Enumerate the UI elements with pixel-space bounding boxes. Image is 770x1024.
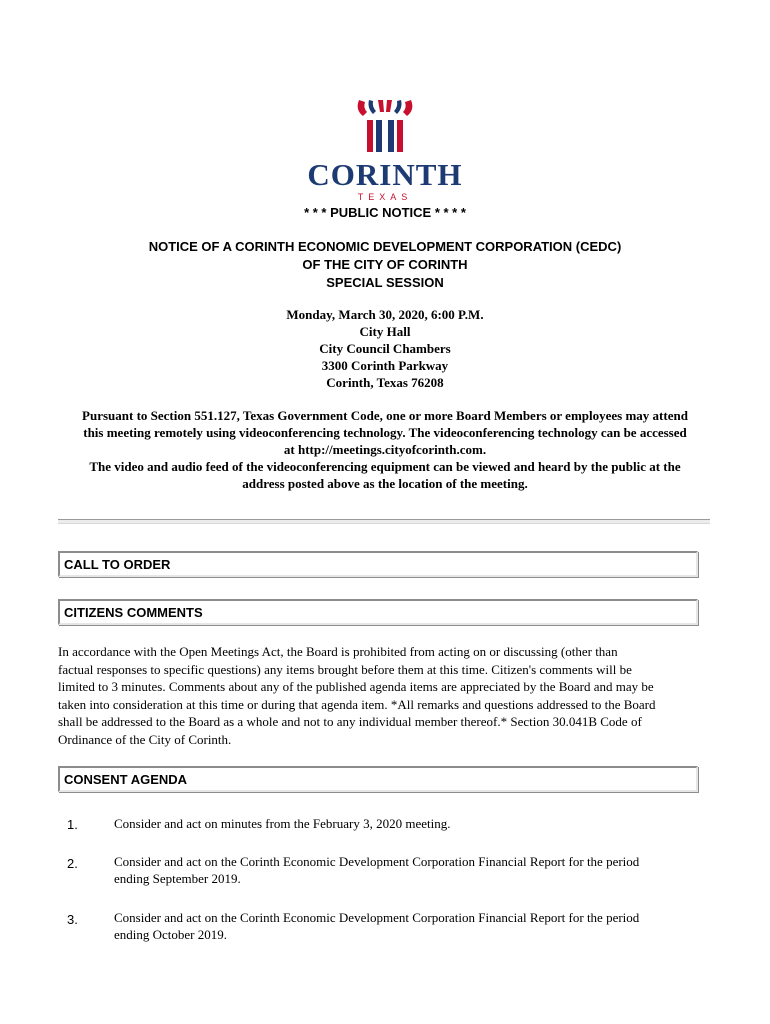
logo-wordmark: CORINTH [307,157,463,192]
paragraph-line: taken into consideration at this time or during that agenda item. *All remarks and questions addressed to the Board [58,696,656,712]
remote-attendance-notice [50,407,720,492]
paragraph-line: Ordinance of the City of Corinth. [58,731,232,747]
agenda-item-number: 2. [67,856,78,871]
section-consent-agenda [58,766,698,792]
meeting-street: 3300 Corinth Parkway [321,358,449,373]
paragraph-line: In accordance with the Open Meetings Act, the Board is prohibited from acting on or discussing (other than [58,644,618,659]
corinth-logo [0,96,770,203]
column-emblem-icon [353,96,417,156]
section-heading: CONSENT AGENDA [64,772,188,787]
horizontal-divider [58,519,710,524]
agenda-item-line: ending September 2019. [114,871,241,886]
notice-line: Pursuant to Section 551.127, Texas Government Code, one or more Board Members or employees may attend [82,408,688,423]
section-citizens-comments [58,599,698,625]
agenda-item-text [114,815,704,832]
public-notice-heading: * * * PUBLIC NOTICE * * * * [304,205,466,220]
paragraph-line: limited to 3 minutes. Comments about any of the published agenda items are appreciated by the Board and may be [58,679,654,694]
notice-line: The video and audio feed of the videoconferencing equipment can be viewed and heard by the public at the [89,459,681,474]
agenda-item-text [114,909,704,943]
section-heading: CALL TO ORDER [64,557,171,572]
agenda-item-number: 3. [67,912,78,927]
notice-line: at http://meetings.cityofcorinth.com. [283,442,487,457]
logo-subtitle: TEXAS [357,192,413,202]
agenda-item-line: Consider and act on minutes from the February 3, 2020 meeting. [114,816,451,831]
meeting-info [0,306,770,391]
meeting-city: Corinth, Texas 76208 [326,375,444,390]
notice-title [0,238,770,292]
meeting-date: Monday, March 30, 2020, 6:00 P.M. [286,307,484,322]
section-heading: CITIZENS COMMENTS [64,605,203,620]
agenda-item-line: Consider and act on the Corinth Economic Development Corporation Financial Report for the period [114,910,640,925]
notice-line: address posted above as the location of the meeting. [242,476,528,491]
agenda-item-number: 1. [67,817,78,832]
notice-title-line: OF THE CITY OF CORINTH [302,257,468,272]
notice-line: this meeting remotely using videoconferencing technology. The videoconferencing technology can be accessed [83,425,687,440]
citizens-comments-paragraph [58,643,708,748]
agenda-item-line: ending October 2019. [114,927,228,942]
meeting-venue: City Hall [359,324,411,339]
agenda-item-text [114,853,704,887]
meeting-room: City Council Chambers [319,341,451,356]
notice-title-line: SPECIAL SESSION [326,275,444,290]
agenda-item-line: Consider and act on the Corinth Economic Development Corporation Financial Report for the period [114,854,640,869]
section-call-to-order [58,551,698,577]
paragraph-line: factual responses to specific questions) any items brought before them at this time. Citizen's comments will be [58,661,632,677]
paragraph-line: shall be addressed to the Board as a whole and not to any individual member thereof.* Section 30.041B Code of [58,714,642,729]
notice-title-line: NOTICE OF A CORINTH ECONOMIC DEVELOPMENT CORPORATION (CEDC) [148,239,622,254]
